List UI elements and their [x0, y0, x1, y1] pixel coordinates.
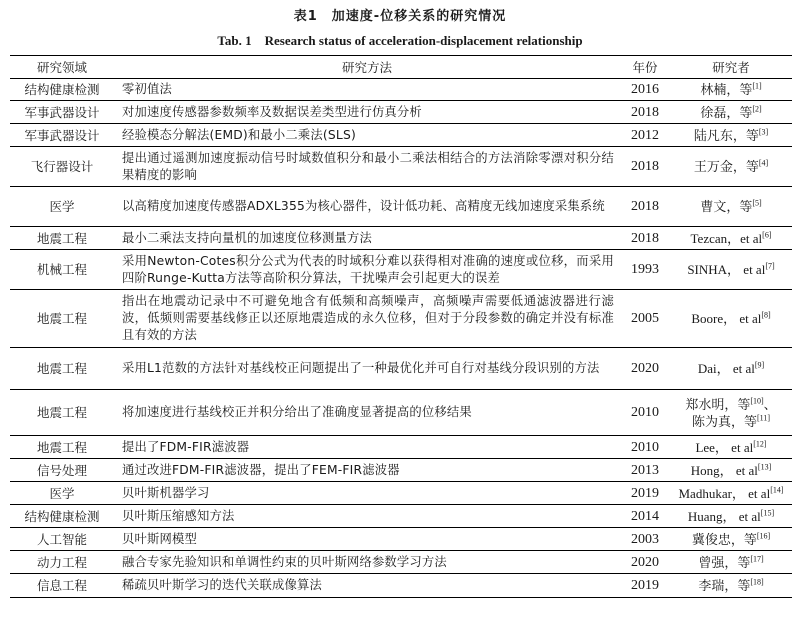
table-row: [10, 147, 792, 187]
table-row: [10, 101, 792, 124]
author-name: 冀俊忠，等: [691, 531, 757, 547]
cell-year: 2010: [620, 436, 670, 459]
cell-author: [670, 436, 792, 459]
cell-author: [670, 187, 792, 227]
reference-number: [12]: [753, 439, 767, 449]
author-entry: [673, 396, 789, 413]
reference-number: [16]: [756, 531, 771, 541]
cell-author: [670, 528, 792, 551]
cell-method: 以高精度加速度传感器ADXL355为核心器件，设计低功耗、高精度无线加速度采集系统: [114, 187, 620, 227]
header-author: 研究者: [670, 56, 792, 79]
cell-method: 融合专家先验知识和单调性约束的贝叶斯网络参数学习方法: [114, 551, 620, 574]
table-row: [10, 290, 792, 348]
table-row: [10, 250, 792, 290]
cell-author: [670, 124, 792, 147]
cell-field: 地震工程: [10, 390, 114, 436]
table-row: [10, 574, 792, 598]
cell-year: 2018: [620, 147, 670, 187]
cell-year: 2020: [620, 348, 670, 390]
cell-author: [670, 227, 792, 250]
cell-field: 飞行器设计: [10, 147, 114, 187]
cell-year: 2018: [620, 101, 670, 124]
cell-field: 医学: [10, 482, 114, 505]
reference-number: [7]: [765, 261, 775, 271]
reference-number: [10]: [750, 396, 764, 406]
author-name: 曾强，等: [698, 554, 751, 570]
table-row: [10, 227, 792, 250]
reference-number: [9]: [754, 360, 765, 370]
author-name: 徐磊，等: [700, 104, 753, 120]
reference-number: [18]: [750, 577, 764, 587]
author-name: Madhukar， et al: [678, 485, 771, 501]
reference-number: [11]: [756, 413, 771, 423]
reference-number: [13]: [757, 462, 772, 472]
table-row: [10, 390, 792, 436]
author-name: 李瑞，等: [698, 578, 751, 593]
cell-field: 地震工程: [10, 227, 114, 250]
author-entry: [673, 439, 789, 456]
author-name: 陆凡东，等: [693, 127, 759, 143]
cell-field: 地震工程: [10, 348, 114, 390]
cell-method: 提出了FDM-FIR滤波器: [114, 436, 620, 459]
table-caption-en: Tab. 1 Research status of acceleration-displacement relationship: [217, 33, 583, 48]
cell-author: [670, 290, 792, 348]
table-row: [10, 528, 792, 551]
author-entry: [673, 158, 789, 175]
cell-method: 贝叶斯压缩感知方法: [114, 505, 620, 528]
cell-year: 2019: [620, 574, 670, 598]
author-name: 王万金，等: [693, 159, 759, 174]
cell-field: 结构健康检测: [10, 79, 114, 101]
cell-field: 地震工程: [10, 436, 114, 459]
cell-author: [670, 348, 792, 390]
cell-field: 地震工程: [10, 290, 114, 348]
cell-method: 将加速度进行基线校正并积分给出了准确度显著提高的位移结果: [114, 390, 620, 436]
cell-field: 人工智能: [10, 528, 114, 551]
author-name: 郑水明，等: [685, 396, 751, 412]
cell-field: 医学: [10, 187, 114, 227]
table-row: [10, 505, 792, 528]
reference-number: [3]: [758, 127, 769, 137]
author-name: 曹文，等: [700, 199, 753, 214]
table-row: [10, 436, 792, 459]
author-name: Huang， et al: [687, 508, 761, 524]
cell-method: 零初值法: [114, 79, 620, 101]
cell-year: 2010: [620, 390, 670, 436]
cell-field: 信号处理: [10, 459, 114, 482]
cell-method: 对加速度传感器参数频率及数据误差类型进行仿真分析: [114, 101, 620, 124]
cell-method: 通过改进FDM-FIR滤波器，提出了FEM-FIR滤波器: [114, 459, 620, 482]
cell-method: 采用L1范数的方法针对基线校正问题提出了一种最优化并可自行对基线分段识别的方法: [114, 348, 620, 390]
cell-method: 贝叶斯机器学习: [114, 482, 620, 505]
reference-number: [5]: [752, 198, 762, 208]
cell-author: [670, 459, 792, 482]
cell-year: 2016: [620, 79, 670, 101]
author-entry: [673, 261, 789, 278]
author-entry: [673, 413, 789, 430]
author-entry: [673, 310, 789, 327]
author-entry: [673, 508, 789, 525]
cell-method: 采用Newton-Cotes积分公式为代表的时域积分难以获得相对准确的速度或位移，而采用四阶Runge-Kutta方法等高阶积分算法，干扰噪声会引起更大的误差: [114, 250, 620, 290]
cell-field: 军事武器设计: [10, 124, 114, 147]
cell-year: 2012: [620, 124, 670, 147]
author-separator: 、: [763, 396, 777, 412]
cell-field: 信息工程: [10, 574, 114, 598]
table-header-row: [10, 56, 792, 79]
cell-author: [670, 505, 792, 528]
author-name: 陈为真，等: [691, 413, 757, 429]
cell-year: 2018: [620, 227, 670, 250]
header-method: 研究方法: [114, 56, 620, 79]
reference-number: [8]: [761, 310, 771, 320]
cell-year: 2005: [620, 290, 670, 348]
table-row: [10, 348, 792, 390]
cell-author: [670, 79, 792, 101]
author-entry: [673, 554, 789, 571]
reference-number: [4]: [758, 158, 769, 168]
author-entry: [673, 127, 789, 144]
author-name: Hong， et al: [690, 462, 758, 478]
cell-method: 经验模态分解法(EMD)和最小二乘法(SLS): [114, 124, 620, 147]
table-row: [10, 482, 792, 505]
cell-field: 军事武器设计: [10, 101, 114, 124]
cell-field: 结构健康检测: [10, 505, 114, 528]
cell-author: [670, 101, 792, 124]
reference-number: [6]: [762, 230, 772, 240]
cell-method: 贝叶斯网模型: [114, 528, 620, 551]
cell-method: 最小二乘法支持向量机的加速度位移测量方法: [114, 227, 620, 250]
research-status-table: [10, 55, 792, 598]
table-row: [10, 187, 792, 227]
author-entry: [673, 81, 789, 98]
table-caption-cn: 表1 加速度-位移关系的研究情况: [293, 9, 507, 24]
table-row: [10, 459, 792, 482]
header-field: 研究领域: [10, 56, 114, 79]
author-entry: [673, 531, 789, 548]
author-name: Dai， et al: [697, 361, 755, 376]
cell-method: 稀疏贝叶斯学习的迭代关联成像算法: [114, 574, 620, 598]
reference-number: [15]: [760, 508, 775, 518]
author-entry: [673, 485, 789, 502]
table-row: [10, 124, 792, 147]
author-entry: [673, 360, 789, 377]
reference-number: [17]: [750, 554, 764, 564]
cell-method: 提出通过遥测加速度振动信号时域数值积分和最小二乘法相结合的方法消除零漂对积分结果精度的影响: [114, 147, 620, 187]
author-name: SINHA， et al: [687, 262, 766, 277]
author-entry: [673, 462, 789, 479]
table-row: [10, 79, 792, 101]
cell-year: 2018: [620, 187, 670, 227]
cell-field: 机械工程: [10, 250, 114, 290]
author-name: 林楠，等: [700, 82, 753, 97]
author-entry: [673, 577, 789, 594]
cell-field: 动力工程: [10, 551, 114, 574]
cell-author: [670, 390, 792, 436]
cell-method: 指出在地震动记录中不可避免地含有低频和高频噪声，高频噪声需要低通滤波器进行滤波，低频则需要基线修正以还原地震造成的永久位移，但对于分段参数的确定并没有标准且有效的方法: [114, 290, 620, 348]
table-body: [10, 79, 792, 598]
cell-author: [670, 574, 792, 598]
author-entry: [673, 230, 789, 247]
reference-number: [1]: [752, 81, 762, 91]
cell-author: [670, 147, 792, 187]
cell-author: [670, 482, 792, 505]
cell-year: 2003: [620, 528, 670, 551]
reference-number: [2]: [752, 104, 762, 114]
author-entry: [673, 104, 789, 121]
author-name: Tezcan，et al: [690, 230, 763, 246]
table-row: [10, 551, 792, 574]
cell-year: 2020: [620, 551, 670, 574]
cell-author: [670, 551, 792, 574]
author-name: Lee， et al: [695, 439, 754, 455]
cell-year: 2019: [620, 482, 670, 505]
cell-author: [670, 250, 792, 290]
reference-number: [14]: [770, 485, 784, 495]
cell-year: 2014: [620, 505, 670, 528]
author-name: Boore， et al: [691, 311, 762, 326]
cell-year: 1993: [620, 250, 670, 290]
cell-year: 2013: [620, 459, 670, 482]
author-entry: [673, 198, 789, 215]
header-year: 年份: [620, 56, 670, 79]
